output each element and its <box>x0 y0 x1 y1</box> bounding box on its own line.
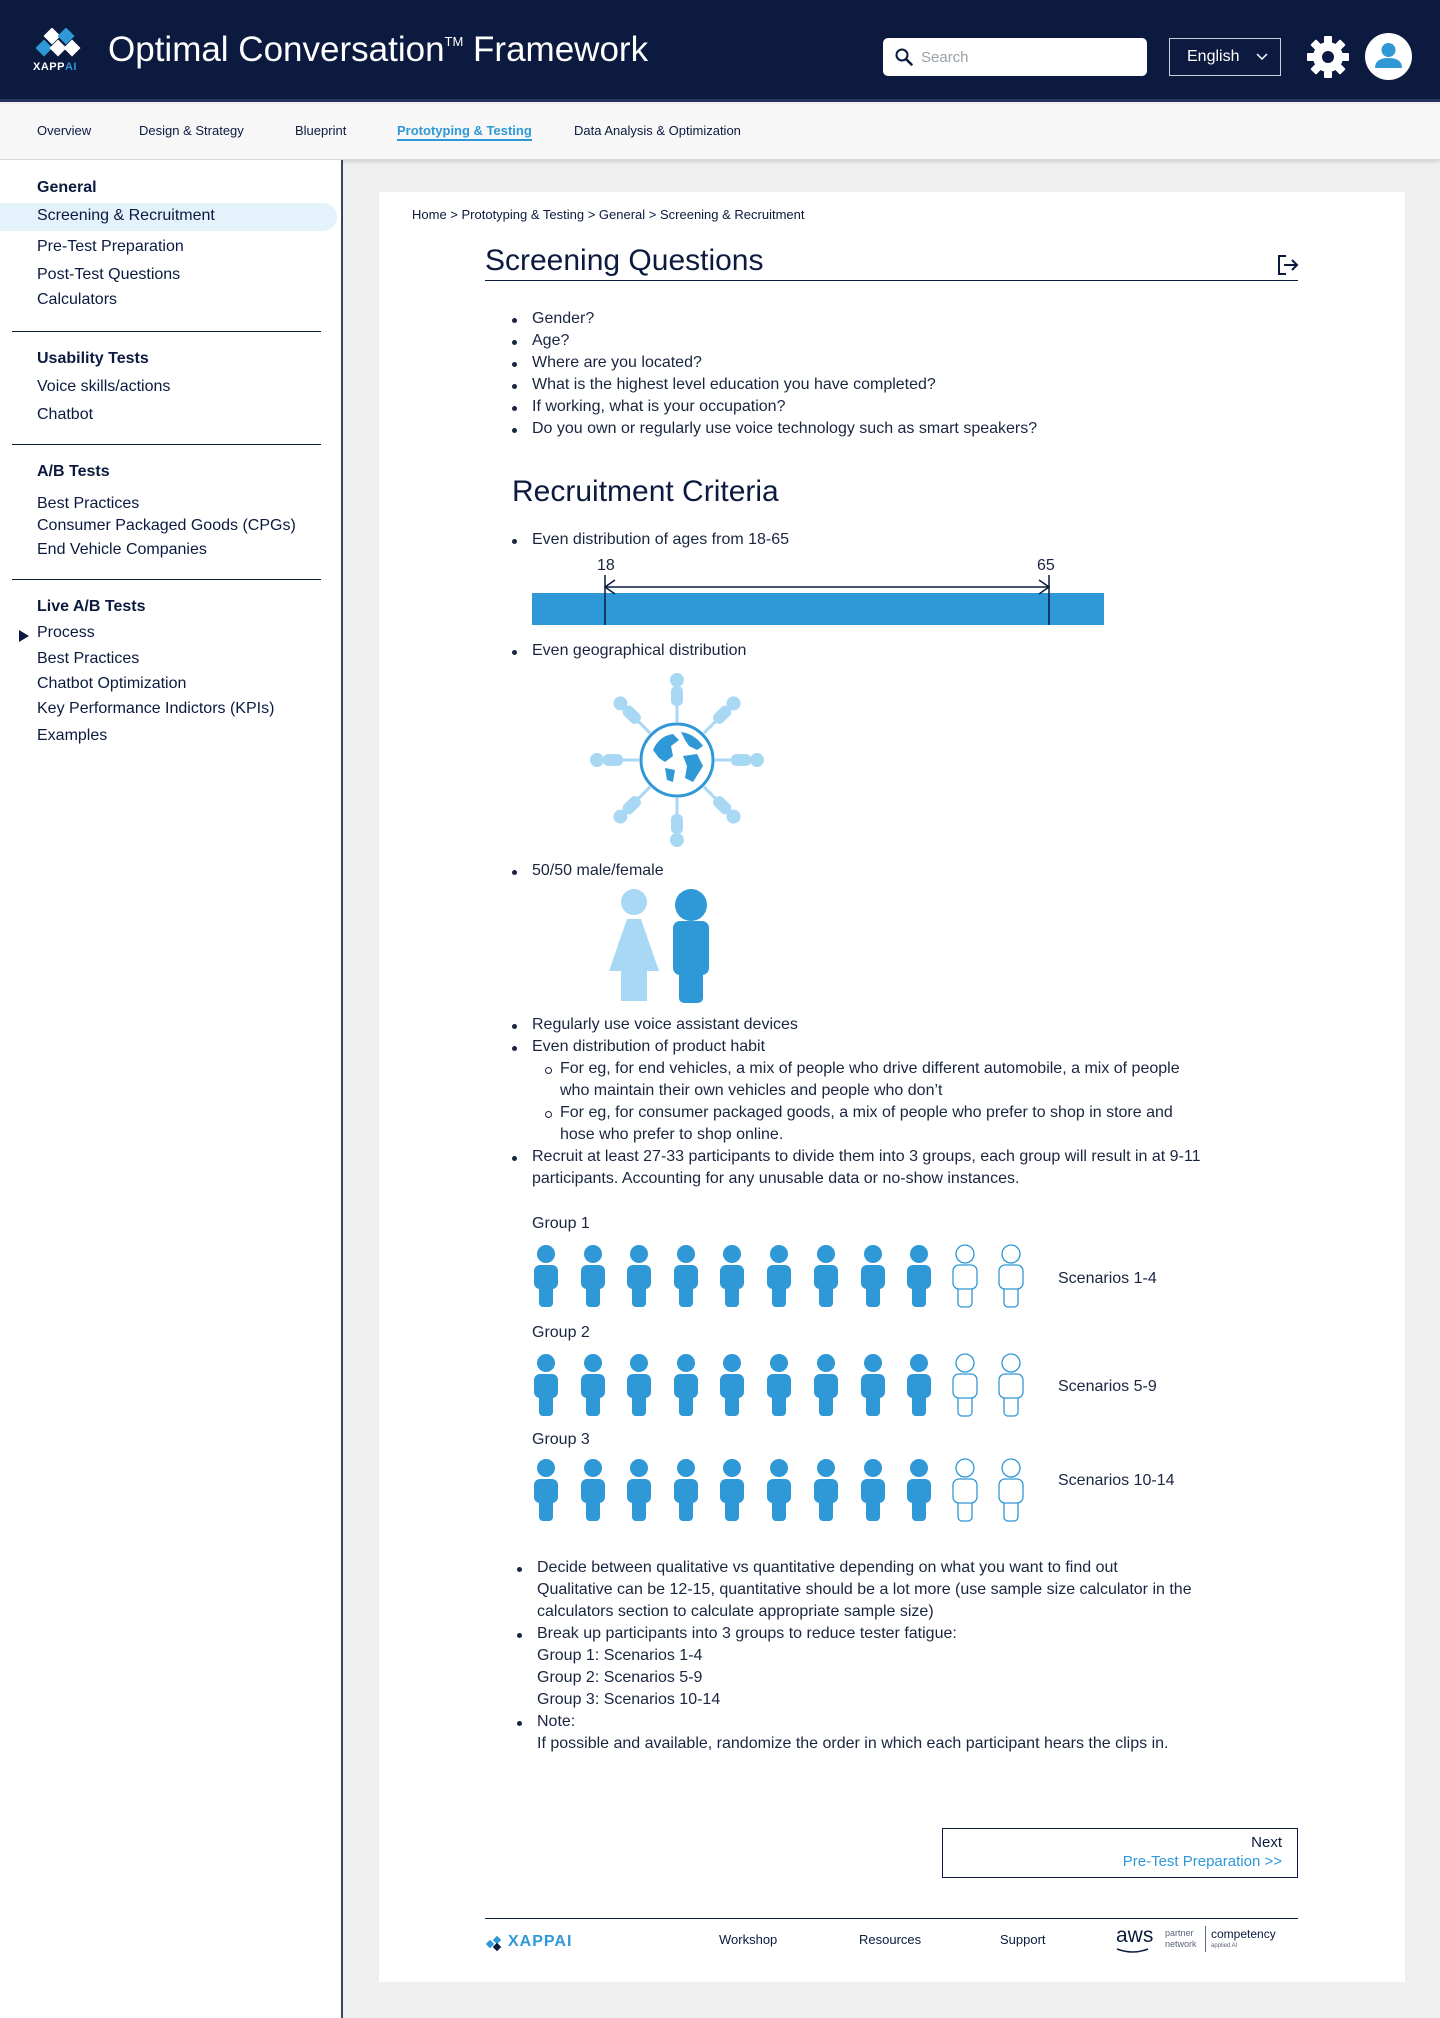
search-box[interactable] <box>883 38 1147 76</box>
person-outline-icon <box>997 1244 1025 1308</box>
aws-logo: aws <box>1116 1924 1154 1947</box>
globe-people-icon <box>587 670 767 850</box>
search-input[interactable] <box>921 44 1131 70</box>
person-filled-icon <box>718 1458 746 1522</box>
nav-data-analysis[interactable]: Data Analysis & Optimization <box>574 123 741 138</box>
age-max-label: 65 <box>1037 557 1055 574</box>
nav-blueprint[interactable]: Blueprint <box>295 123 347 138</box>
question-item: Do you own or regularly use voice technology such as smart speakers? <box>532 420 1038 437</box>
app-title: Optimal Conversation™ Framework <box>108 30 649 69</box>
group-label: Group 2 <box>532 1324 590 1341</box>
criteria-gender: 50/50 male/female <box>532 862 664 879</box>
person-outline-icon <box>951 1353 979 1417</box>
sidebar-heading-live-ab: Live A/B Tests <box>37 598 146 615</box>
age-min-label: 18 <box>597 557 615 574</box>
section-title-recruitment: Recruitment Criteria <box>512 475 779 508</box>
aws-divider <box>1205 1926 1206 1952</box>
criteria-recruit: Recruit at least 27-33 participants to divide them into 3 groups, each group will result in at 9-11 <box>532 1148 1201 1165</box>
question-item: If working, what is your occupation? <box>532 398 786 415</box>
sidebar-heading-ab: A/B Tests <box>37 463 110 480</box>
search-icon <box>895 48 913 66</box>
footer-logo-icon <box>485 1935 505 1951</box>
person-filled-icon <box>532 1353 560 1417</box>
sidebar-divider <box>12 331 321 332</box>
group-people-row <box>532 1458 1052 1522</box>
question-item: Gender? <box>532 310 595 327</box>
person-filled-icon <box>812 1244 840 1308</box>
note-text: If possible and available, randomize the order in which each participant hears the clips in. <box>537 1735 1169 1752</box>
question-item: Age? <box>532 332 570 349</box>
language-selected: English <box>1187 48 1240 65</box>
person-outline-icon <box>951 1458 979 1522</box>
nav-overview[interactable]: Overview <box>37 123 92 138</box>
note-breakup-group1: Group 1: Scenarios 1-4 <box>537 1647 703 1664</box>
sidebar-item-voice-skills[interactable]: Voice skills/actions <box>37 378 171 395</box>
person-filled-icon <box>532 1458 560 1522</box>
criteria-age: Even distribution of ages from 18-65 <box>532 531 790 548</box>
group-scenarios: Scenarios 5-9 <box>1058 1378 1157 1395</box>
person-filled-icon <box>579 1458 607 1522</box>
group-label: Group 1 <box>532 1215 590 1232</box>
language-select[interactable] <box>1169 38 1281 76</box>
note-label: Note: <box>537 1713 576 1730</box>
sidebar-item-chatbot[interactable]: Chatbot <box>37 406 94 423</box>
next-label: Next <box>1251 1834 1282 1851</box>
sidebar-divider <box>12 444 321 445</box>
person-outline-icon <box>997 1353 1025 1417</box>
group-people-row <box>532 1244 1052 1308</box>
person-filled-icon <box>859 1353 887 1417</box>
group-scenarios: Scenarios 10-14 <box>1058 1472 1175 1489</box>
footer-link-workshop[interactable]: Workshop <box>719 1932 778 1947</box>
next-button[interactable] <box>942 1828 1298 1878</box>
nav-design-strategy[interactable]: Design & Strategy <box>139 123 244 138</box>
criteria-voice: Regularly use voice assistant devices <box>532 1016 798 1033</box>
sidebar-item-ab-best-practices[interactable]: Best Practices <box>37 495 140 512</box>
sidebar-heading-usability: Usability Tests <box>37 350 149 367</box>
note-breakup-group2: Group 2: Scenarios 5-9 <box>537 1669 703 1686</box>
page-title: Screening Questions <box>485 244 764 277</box>
criteria-recruit-cont: participants. Accounting for any unusable data or no-show instances. <box>532 1170 1020 1187</box>
sidebar-item-process[interactable]: Process <box>37 624 95 641</box>
nav-prototyping-testing[interactable]: Prototyping & Testing <box>397 123 532 141</box>
sidebar-item-kpis[interactable]: Key Performance Indictors (KPIs) <box>37 700 275 717</box>
aws-applied-label: applied AI <box>1211 1943 1238 1949</box>
footer-logo[interactable]: XAPPAI <box>508 1933 573 1950</box>
person-filled-icon <box>812 1458 840 1522</box>
person-filled-icon <box>765 1458 793 1522</box>
sidebar <box>0 160 343 2018</box>
footer-link-support[interactable]: Support <box>1000 1932 1046 1947</box>
next-target-link[interactable]: Pre-Test Preparation >> <box>1122 1853 1282 1870</box>
logo-wordmark: XAPPAI <box>33 61 77 73</box>
person-filled-icon <box>718 1353 746 1417</box>
export-icon[interactable] <box>1276 254 1300 276</box>
top-header <box>0 0 1440 102</box>
note-decide-cont: calculators section to calculate appropriate sample size) <box>537 1603 934 1620</box>
footer-divider <box>485 1918 1298 1919</box>
user-icon <box>1365 33 1412 80</box>
person-filled-icon <box>765 1353 793 1417</box>
person-filled-icon <box>859 1458 887 1522</box>
habit-example-cpg-cont: hose who prefer to shop online. <box>560 1126 784 1143</box>
sidebar-item-chatbot-optimization[interactable]: Chatbot Optimization <box>37 675 187 692</box>
person-filled-icon <box>672 1244 700 1308</box>
habit-example-vehicle-cont: who maintain their own vehicles and people who don’t <box>560 1082 943 1099</box>
sidebar-item-posttest[interactable]: Post-Test Questions <box>37 266 181 283</box>
group-scenarios: Scenarios 1-4 <box>1058 1270 1157 1287</box>
person-filled-icon <box>579 1353 607 1417</box>
note-breakup-group3: Group 3: Scenarios 10-14 <box>537 1691 721 1708</box>
sidebar-divider <box>12 579 321 580</box>
criteria-habit: Even distribution of product habit <box>532 1038 766 1055</box>
content-card <box>379 192 1405 1982</box>
main-nav <box>0 104 1440 160</box>
note-decide: Decide between qualitative vs quantitative depending on what you want to find out <box>537 1559 1118 1576</box>
person-filled-icon <box>625 1353 653 1417</box>
person-outline-icon <box>951 1244 979 1308</box>
sidebar-heading-general: General <box>37 179 97 196</box>
person-filled-icon <box>765 1244 793 1308</box>
person-filled-icon <box>718 1244 746 1308</box>
breadcrumb[interactable]: Home > Prototyping & Testing > General > Screening & Recruitment <box>412 207 805 222</box>
female-male-icon <box>607 889 727 1003</box>
aws-smile-icon <box>1116 1948 1150 1954</box>
aws-competency-label: competency <box>1211 1927 1276 1941</box>
sidebar-item-pretest[interactable]: Pre-Test Preparation <box>37 238 184 255</box>
expand-triangle-icon[interactable] <box>19 630 29 642</box>
age-range-arrow-icon <box>599 575 1055 625</box>
person-outline-icon <box>997 1458 1025 1522</box>
sidebar-item-examples[interactable]: Examples <box>37 727 108 744</box>
question-item: What is the highest level education you have completed? <box>532 376 936 393</box>
person-filled-icon <box>905 1353 933 1417</box>
person-filled-icon <box>672 1458 700 1522</box>
note-decide-cont: Qualitative can be 12-15, quantitative should be a lot more (use sample size calculator in the <box>537 1581 1192 1598</box>
habit-example-vehicle: For eg, for end vehicles, a mix of people who drive different automobile, a mix of people <box>560 1060 1180 1077</box>
gear-icon[interactable] <box>1307 36 1349 78</box>
person-filled-icon <box>812 1353 840 1417</box>
person-filled-icon <box>672 1353 700 1417</box>
person-filled-icon <box>625 1458 653 1522</box>
user-avatar[interactable] <box>1365 33 1412 80</box>
title-divider <box>485 280 1298 281</box>
person-filled-icon <box>905 1244 933 1308</box>
sidebar-item-live-best-practices[interactable]: Best Practices <box>37 650 140 667</box>
person-filled-icon <box>579 1244 607 1308</box>
sidebar-item-cpg[interactable]: Consumer Packaged Goods (CPGs) <box>37 517 296 534</box>
group-people-row <box>532 1353 1052 1417</box>
person-filled-icon <box>625 1244 653 1308</box>
person-filled-icon <box>905 1458 933 1522</box>
group-label: Group 3 <box>532 1431 590 1448</box>
aws-network-label: network <box>1165 1939 1197 1949</box>
sidebar-item-vehicle[interactable]: End Vehicle Companies <box>37 541 207 558</box>
chevron-down-icon <box>1256 53 1268 61</box>
person-filled-icon <box>532 1244 560 1308</box>
footer-link-resources[interactable]: Resources <box>859 1932 922 1947</box>
criteria-geo: Even geographical distribution <box>532 642 747 659</box>
sidebar-item-screening[interactable]: Screening & Recruitment <box>37 207 215 224</box>
note-breakup: Break up participants into 3 groups to reduce tester fatigue: <box>537 1625 957 1642</box>
question-item: Where are you located? <box>532 354 702 371</box>
aws-partner-label: partner <box>1165 1928 1194 1938</box>
sidebar-item-calculators[interactable]: Calculators <box>37 291 118 308</box>
person-filled-icon <box>859 1244 887 1308</box>
habit-example-cpg: For eg, for consumer packaged goods, a mix of people who prefer to shop in store and <box>560 1104 1173 1121</box>
